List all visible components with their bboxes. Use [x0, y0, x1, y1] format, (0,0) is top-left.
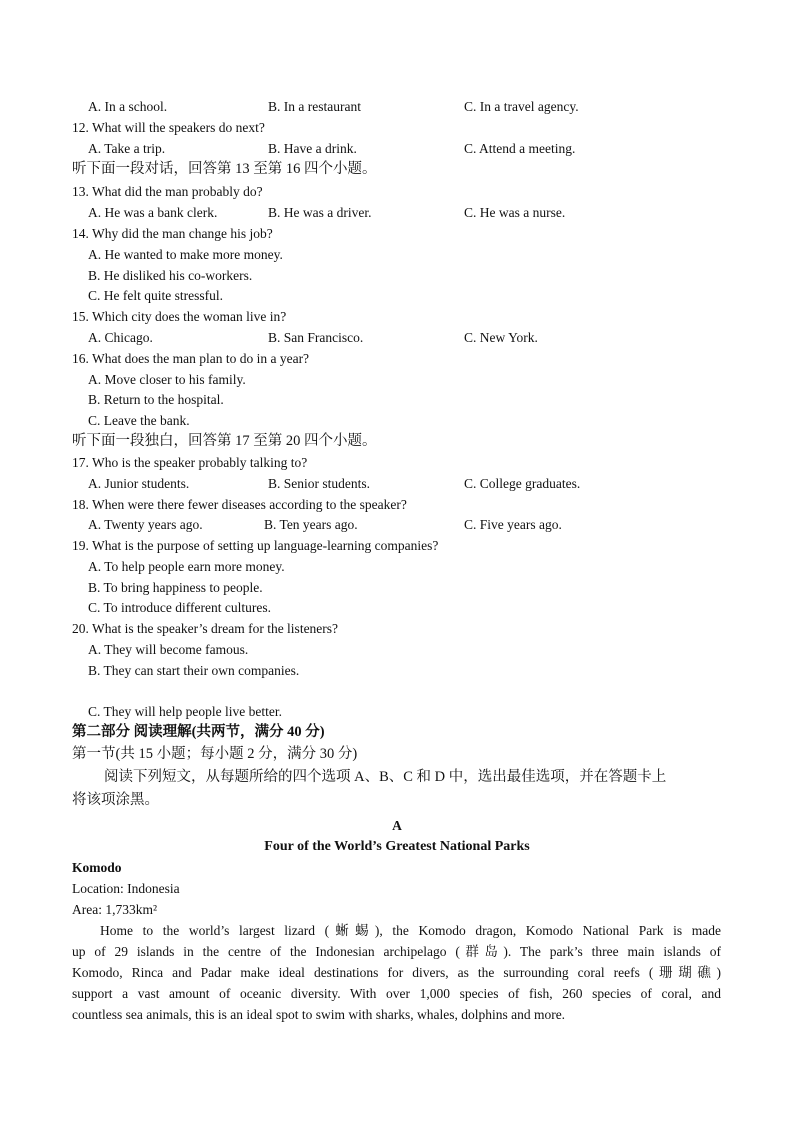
q15-option-a: A. Chicago.: [88, 330, 153, 345]
q20-option-b: B. They can start their own companies.: [88, 663, 300, 678]
reading-instruction-line1: 阅读下列短文，从每题所给的四个选项 A、B、C 和 D 中，选出最佳选项，并在答题卡上: [104, 769, 667, 785]
q13-stem: 13. What did the man probably do?: [72, 184, 263, 199]
q20-option-a: A. They will become famous.: [88, 642, 249, 657]
q15-option-c: C. New York.: [464, 330, 538, 345]
q16-option-b: B. Return to the hospital.: [88, 392, 224, 407]
q14-option-a: A. He wanted to make more money.: [88, 247, 283, 262]
q13-option-a: A. He was a bank clerk.: [88, 205, 218, 220]
passage-title: Four of the World’s Greatest National Parks: [264, 839, 530, 854]
q18-option-c: C. Five years ago.: [464, 517, 562, 532]
q12-stem: 12. What will the speakers do next?: [72, 120, 265, 135]
instruction-17-20: 听下面一段独白，回答第 17 至第 20 四个小题。: [72, 433, 377, 449]
instruction-13-16: 听下面一段对话，回答第 13 至第 16 四个小题。: [72, 161, 377, 177]
q12-option-a: A. Take a trip.: [88, 141, 166, 156]
q12-options-row: [72, 138, 732, 159]
paragraph-line-1: Home to the world’s largest lizard (蜥蜴), the Komodo dragon, Komodo National Park is made: [100, 923, 721, 938]
q15-options-row: [72, 327, 732, 348]
q20-stem: 20. What is the speaker’s dream for the listeners?: [72, 621, 339, 636]
park-location: Location: Indonesia: [72, 881, 180, 896]
paragraph-line-4: support a vast amount of oceanic diversity. With over 1,000 species of fish, 260 species of coral, and: [72, 986, 721, 1001]
q11-options-row: [72, 96, 732, 117]
part2-title: 第二部分 阅读理解(共两节，满分 40 分): [72, 724, 325, 740]
q13-options-row: [72, 202, 732, 223]
q17-options-row: [72, 473, 732, 494]
q18-stem: 18. When were there fewer diseases according to the speaker?: [72, 497, 407, 512]
q13-option-b: B. He was a driver.: [268, 205, 372, 220]
q20-option-c: C. They will help people live better.: [88, 704, 282, 719]
q16-stem: 16. What does the man plan to do in a year?: [72, 351, 310, 366]
park-area: Area: 1,733km²: [72, 902, 158, 917]
q11-option-c: C. In a travel agency.: [464, 99, 579, 114]
q19-option-b: B. To bring happiness to people.: [88, 580, 263, 595]
paragraph-line-3: Komodo, Rinca and Padar make ideal destinations for divers, as the surrounding coral reefs (珊瑚礁): [72, 965, 721, 980]
q17-option-c: C. College graduates.: [464, 476, 581, 491]
q17-option-b: B. Senior students.: [268, 476, 371, 491]
q14-stem: 14. Why did the man change his job?: [72, 226, 273, 241]
q14-option-b: B. He disliked his co-workers.: [88, 268, 253, 283]
q16-option-c: C. Leave the bank.: [88, 413, 190, 428]
paragraph-line-2: up of 29 islands in the centre of the Indonesian archipelago (群岛). The park’s three main islands of: [72, 944, 721, 959]
q16-option-a: A. Move closer to his family.: [88, 372, 246, 387]
q17-stem: 17. Who is the speaker probably talking to?: [72, 455, 308, 470]
q12-option-b: B. Have a drink.: [268, 141, 357, 156]
q14-option-c: C. He felt quite stressful.: [88, 288, 223, 303]
q18-options-row: [72, 514, 732, 535]
section1-heading: 第一节(共 15 小题；每小题 2 分，满分 30 分): [72, 746, 358, 762]
reading-instruction-line2: 将该项涂黑。: [72, 792, 159, 808]
q11-option-b: B. In a restaurant: [268, 99, 361, 114]
paragraph-line-5: countless sea animals, this is an ideal spot to swim with sharks, whales, dolphins and more.: [72, 1007, 566, 1022]
q19-option-a: A. To help people earn more money.: [88, 559, 285, 574]
q13-option-c: C. He was a nurse.: [464, 205, 566, 220]
park-name: Komodo: [72, 860, 122, 875]
q12-option-c: C. Attend a meeting.: [464, 141, 576, 156]
q18-option-a: A. Twenty years ago.: [88, 517, 203, 532]
passage-letter: A: [392, 818, 402, 833]
q19-option-c: C. To introduce different cultures.: [88, 600, 272, 615]
q18-option-b: B. Ten years ago.: [264, 517, 358, 532]
q15-option-b: B. San Francisco.: [268, 330, 364, 345]
q11-option-a: A. In a school.: [88, 99, 168, 114]
q15-stem: 15. Which city does the woman live in?: [72, 309, 287, 324]
q19-stem: 19. What is the purpose of setting up language-learning companies?: [72, 538, 439, 553]
q17-option-a: A. Junior students.: [88, 476, 190, 491]
